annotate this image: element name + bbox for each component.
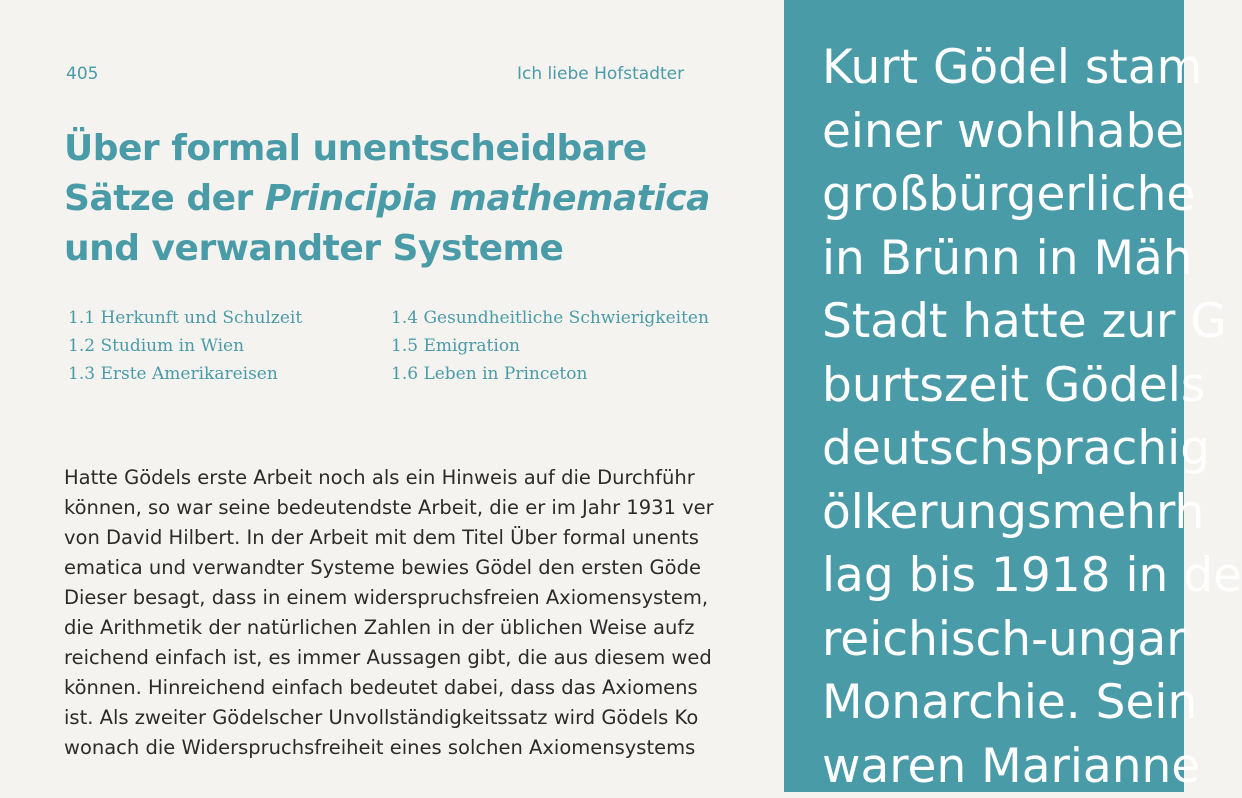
display-line: lag bis 1918 in de (822, 544, 1242, 608)
display-line: einer wohlhabe (822, 100, 1242, 164)
accent-panel (784, 0, 1184, 792)
body-line: Dieser besagt, dass in einem widerspruchsfreien Axiomensystem, (64, 583, 804, 613)
body-line: können, so war seine bedeutendste Arbeit, die er im Jahr 1931 ver (64, 493, 804, 523)
toc-item: 1.3 Erste Amerikareisen (68, 360, 302, 388)
body-line: ematica und verwandter Systeme bewies Gödel den ersten Göde (64, 553, 804, 583)
display-line: Kurt Gödel stam (822, 36, 1242, 100)
title-line-3: und verwandter Systeme (64, 228, 563, 269)
body-line: die Arithmetik der natürlichen Zahlen in der üblichen Weise aufz (64, 613, 804, 643)
display-line: Monarchie. Sein (822, 671, 1242, 735)
title-line-1: Über formal unentscheidbare (64, 128, 647, 169)
toc-item: 1.2 Studium in Wien (68, 332, 302, 360)
toc-item: 1.6 Leben in Princeton (391, 360, 709, 388)
display-line: Stadt hatte zur G (822, 290, 1242, 354)
toc-item: 1.4 Gesundheitliche Schwierigkeiten (391, 304, 709, 332)
display-line: burtszeit Gödels (822, 354, 1242, 418)
page-number: 405 (66, 64, 98, 84)
body-line: Hatte Gödels erste Arbeit noch als ein Hinweis auf die Durchführ (64, 463, 804, 493)
running-head: Ich liebe Hofstadter (517, 64, 684, 84)
display-line: waren Marianne (822, 735, 1242, 798)
body-line: reichend einfach ist, es immer Aussagen gibt, die aus diesem wed (64, 643, 804, 673)
body-line: wonach die Widerspruchsfreiheit eines solchen Axiomensystems (64, 733, 804, 763)
toc-item: 1.1 Herkunft und Schulzeit (68, 304, 302, 332)
chapter-title (64, 124, 764, 274)
toc-column-1 (68, 304, 302, 388)
display-line: ölkerungsmehrh (822, 481, 1242, 545)
display-line: in Brünn in Mäh (822, 227, 1242, 291)
display-line: reichisch-ungar (822, 608, 1242, 672)
display-line: deutschsprachig (822, 417, 1242, 481)
body-line: von David Hilbert. In der Arbeit mit dem Titel Über formal unents (64, 523, 804, 553)
large-display-text (822, 36, 1242, 798)
title-line-2-prefix: Sätze der (64, 178, 265, 219)
display-line: großbürgerliche (822, 163, 1242, 227)
toc-column-2 (391, 304, 709, 388)
toc-item: 1.5 Emigration (391, 332, 709, 360)
body-line: ist. Als zweiter Gödelscher Unvollständigkeitssatz wird Gödels Ko (64, 703, 804, 733)
body-line: können. Hinreichend einfach bedeutet dabei, dass das Axiomens (64, 673, 804, 703)
title-line-2-italic: Principia mathematica (265, 178, 710, 219)
body-paragraph (64, 463, 804, 763)
